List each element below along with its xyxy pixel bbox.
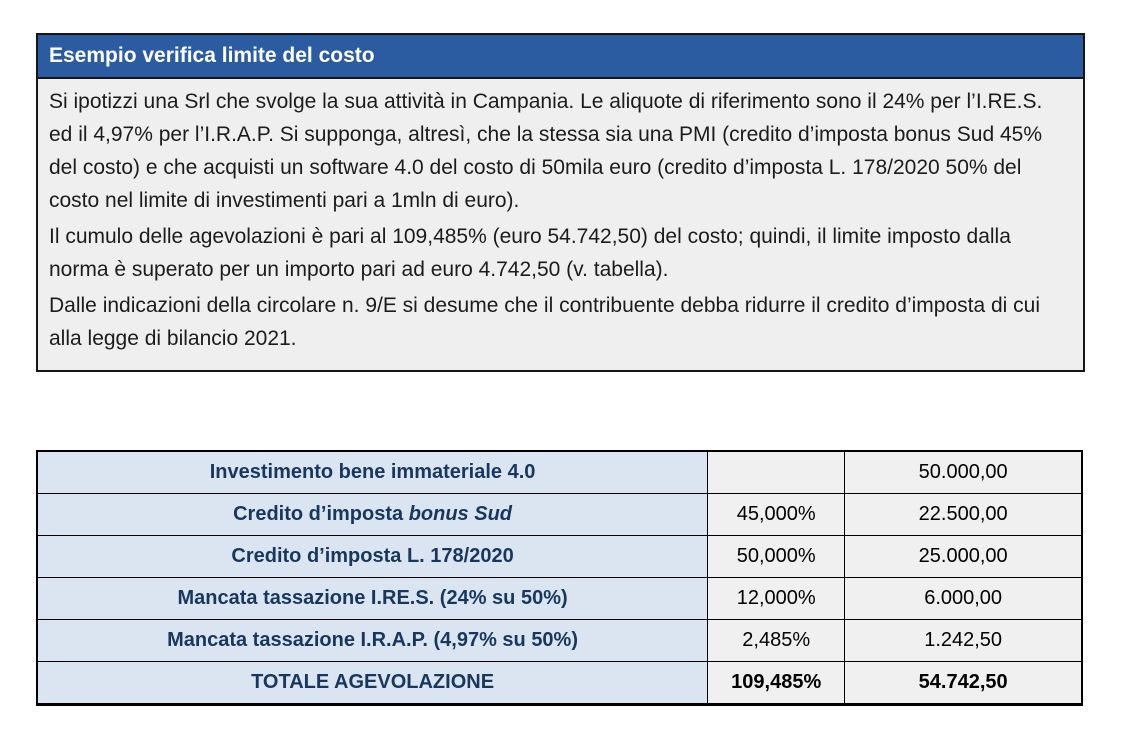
- table-row-bonus-sud: [37, 494, 1082, 536]
- table-row-ires: [37, 578, 1082, 620]
- amount-cell: 50.000,00: [845, 451, 1082, 494]
- table-row-l178-2020: [37, 536, 1082, 578]
- panel-body: [38, 79, 1083, 370]
- label-italic-text: bonus Sud: [408, 503, 513, 525]
- row-label-cell: Mancata tassazione I.R.A.P. (4,97% su 50%): [37, 620, 708, 662]
- paragraph-circolare: Dalle indicazioni della circolare n. 9/E si desume che il contribuente debba ridurre il credito d’imposta di cui alla legge di bilancio 2021.: [49, 294, 1041, 350]
- amount-cell: 1.242,50: [845, 620, 1082, 662]
- amount-cell: 22.500,00: [845, 494, 1082, 536]
- row-label-cell: TOTALE AGEVOLAZIONE: [37, 662, 708, 705]
- amount-cell: 25.000,00: [845, 536, 1082, 578]
- amount-cell: 54.742,50: [845, 662, 1082, 705]
- table-row-investment: [37, 451, 1082, 494]
- row-label-cell: Investimento bene immateriale 4.0: [37, 451, 708, 494]
- row-label-cell: Credito d’imposta L. 178/2020: [37, 536, 708, 578]
- table-row-irap: [37, 620, 1082, 662]
- table-row-total: [37, 662, 1082, 705]
- percent-cell: [708, 451, 845, 494]
- example-panel: [36, 33, 1085, 372]
- label-text: Credito d’imposta: [233, 503, 409, 525]
- row-label-cell: Mancata tassazione I.RE.S. (24% su 50%): [37, 578, 708, 620]
- percent-cell: 45,000%: [708, 494, 845, 536]
- percent-cell: 50,000%: [708, 536, 845, 578]
- cumulation-table: [36, 450, 1083, 706]
- panel-header: [38, 35, 1083, 79]
- paragraph-cumulation: Il cumulo delle agevolazioni è pari al 109,485% (euro 54.742,50) del costo; quindi, il limite imposto dalla norma è superato per un importo pari ad euro 4.742,50 (v. tabella).: [49, 225, 1011, 281]
- row-label-cell: [37, 494, 708, 536]
- percent-cell: 12,000%: [708, 578, 845, 620]
- percent-cell: 2,485%: [708, 620, 845, 662]
- amount-cell: 6.000,00: [845, 578, 1082, 620]
- panel-title: Esempio verifica limite del costo: [49, 44, 375, 67]
- percent-cell: 109,485%: [708, 662, 845, 705]
- paragraph-hypothesis: Si ipotizzi una Srl che svolge la sua attività in Campania. Le aliquote di riferimento sono il 24% per l’I.RE.S. ed il 4,97% per l’I.R.A.P. Si supponga, altresì, che la stessa sia una PMI (credito d’imposta bonus Sud 45% del costo) e che acquisti un software 4.0 del costo di 50mila euro (credito d’imposta L. 178/2020 50% del costo nel limite di investimenti pari a 1mln di euro).: [49, 90, 1043, 212]
